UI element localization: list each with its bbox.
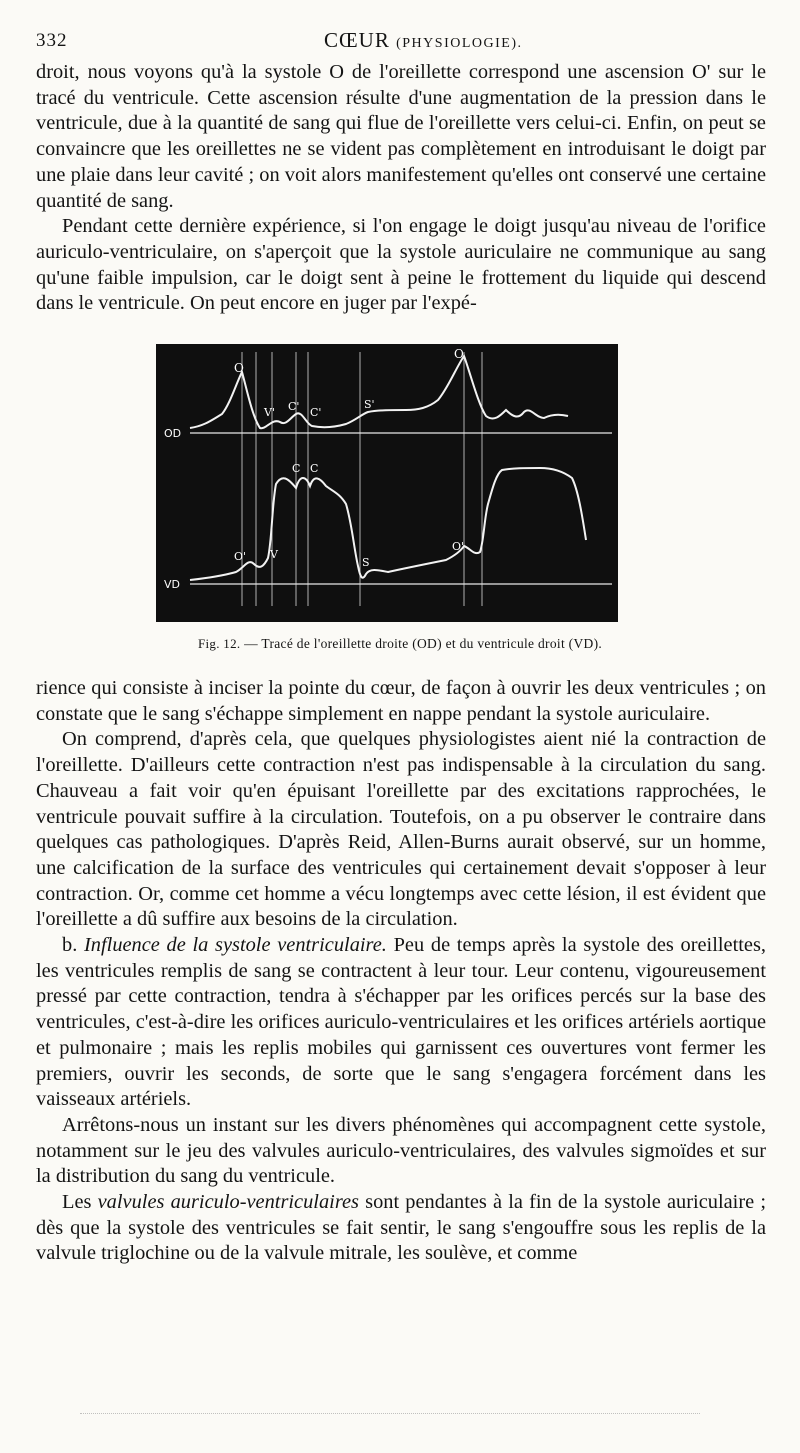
od-point-label: C' [288,400,300,413]
figure-background [156,344,618,622]
section-b-letter: b. [62,934,78,957]
od-point-label: S' [364,398,375,411]
paragraph-valvules-lead: Les [62,1191,92,1214]
paragraph-rience: rience qui consiste à inciser la pointe du cœur, de façon à ouvrir les deux ventricules ; on constate que le sang s'échappe simplement en nappe pendant la systole auriculaire. [36,677,766,725]
trace-figure-svg [156,344,618,622]
paragraph-on-comprend: On comprend, d'après cela, que quelques physiologistes aient nié la contraction de l'oreillette. D'ailleurs cette contraction n'est pas indispensable à la circulation du sang. Chauveau a fait voir qu'en épuisant l'oreillette par des excitations rapprochées, le ventricule pouvait suffire à la circulation. Toutefois, on a pu observer le contraire dans quelques cas pathologiques. D'après Reid, Allen-Burns aurait observé, sur un homme, une calcification de la surface des ventricules qui certainement devait s'opposer à leur contraction. Or, comme cet homme a vécu longtemps avec cette lésion, il est évident que l'oreillette a dû suffire aux besoins de la circulation. [36,728,766,931]
od-label: OD [164,427,182,440]
od-point-label: O [454,347,464,361]
vd-point-label: O' [234,550,247,563]
paragraph-continuation: droit, nous voyons qu'à la systole O de l'oreillette correspond une ascension O' sur le tracé du ventricule. Cette ascension résulte d'une augmentation de la pression dans le ventricule, due à la quantité de sang qui flue de l'oreillette vers celui-ci. Enfin, on peut se convaincre que les oreillettes ne se vident pas complètement en introduisant le doigt par une plaie dans leur cavité ; on voit alors manifestement qu'elles ont conservé une certaine quantité de sang. [36,61,766,212]
running-title-main: CŒUR [324,28,390,52]
vd-point-label: C [292,462,301,475]
paragraph-valvules-term: valvules auriculo-ventriculaires [97,1191,359,1214]
footer-scan-noise [80,1413,700,1417]
vd-point-label: S [362,556,370,569]
page-number: 332 [36,30,68,51]
text-block-top [36,60,766,317]
section-b-text: Peu de temps après la systole des oreillettes, les ventricules remplis de sang se contractent à leur tour. Leur contenu, vigoureusement pressé par cette contraction, tendra à s'échapper par les orifices percés sur la base des ventricules, c'est-à-dire les orifices auriculo-ventriculaires et les orifices artériels aortique et pulmonaire ; mais les replis mobiles qui garnissent ces ouvertures vont fermer les premiers, ouvrir les seconds, de sorte que le sang s'engagera forcément dans les vaisseaux artériels. [36,934,767,1111]
od-point-label: O [234,361,244,375]
figure-caption-text: — Tracé de l'oreillette droite (OD) et du ventricule droit (VD). [244,636,603,651]
paragraph-valvules [36,1190,766,1267]
figure-caption-label: Fig. 12. [197,636,241,651]
section-b-paragraph [36,933,766,1113]
vd-point-label: V [270,548,278,561]
od-point-label: C' [310,406,322,419]
running-title-subtitle: (PHYSIOLOGIE). [396,36,523,51]
figure-trace [156,344,618,622]
vd-point-label: C [310,462,319,475]
vd-label: VD [164,578,180,591]
page-header [36,22,766,62]
figure-caption [140,636,660,652]
paragraph-valvules-text: sont pendantes à la fin de la systole auriculaire ; dès que la systole des ventricules se fait sentir, le sang s'engouffre sous les replis de la valvule triglochine ou de la valvule mitrale, les soulève, et comme [36,1191,766,1265]
paragraph-pendant: Pendant cette dernière expérience, si l'on engage le doigt jusqu'au niveau de l'orifice auriculo-ventriculaire, on s'aperçoit que la systole auriculaire ne communique au sang qu'une faible impulsion, car le doigt sent à peine le frottement du liquide qui descend dans le ventricule. On peut encore en juger par l'expé- [36,215,766,315]
vd-point-label: O' [452,540,465,553]
section-b-heading: Influence de la systole ventriculaire. [84,934,387,957]
running-title [324,28,523,53]
paragraph-arretons: Arrêtons-nous un instant sur les divers phénomènes qui accompagnent cette systole, notamment sur le jeu des valvules auriculo-ventriculaires, des valvules sigmoïdes et sur la distribution du sang du ventricule. [36,1113,766,1188]
od-point-label: V' [264,406,275,419]
text-block-bottom [36,676,766,1267]
